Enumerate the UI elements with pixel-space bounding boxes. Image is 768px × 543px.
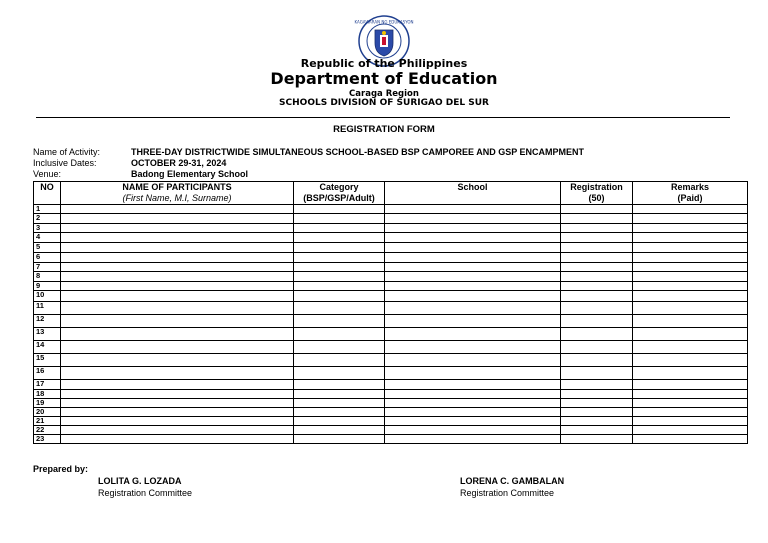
blank-cell	[633, 233, 748, 243]
blank-cell	[385, 253, 561, 263]
blank-cell	[61, 426, 294, 435]
blank-cell	[633, 315, 748, 328]
blank-cell	[294, 341, 385, 354]
blank-cell	[633, 282, 748, 291]
blank-cell	[633, 214, 748, 224]
blank-cell	[385, 205, 561, 214]
column-header-category: Category (BSP/GSP/Adult)	[294, 182, 385, 205]
blank-cell	[294, 243, 385, 253]
blank-cell	[633, 417, 748, 426]
blank-cell	[294, 354, 385, 367]
blank-cell	[561, 341, 633, 354]
blank-cell	[561, 435, 633, 444]
blank-cell	[385, 390, 561, 399]
blank-cell	[61, 302, 294, 315]
blank-cell	[385, 408, 561, 417]
blank-cell	[294, 367, 385, 380]
blank-cell	[385, 341, 561, 354]
blank-cell	[61, 315, 294, 328]
division-heading: SCHOOLS DIVISION OF SURIGAO DEL SUR	[279, 98, 489, 108]
signatory-1-name: LOLITA G. LOZADA	[98, 476, 182, 486]
header-divider	[36, 117, 730, 118]
blank-cell	[561, 263, 633, 272]
registration-table	[33, 181, 748, 444]
blank-cell	[633, 263, 748, 272]
blank-cell	[561, 380, 633, 390]
blank-cell	[561, 243, 633, 253]
blank-cell	[633, 380, 748, 390]
row-number-cell: 11	[34, 302, 61, 315]
row-number-cell: 8	[34, 272, 61, 282]
blank-cell	[294, 426, 385, 435]
row-number-cell: 20	[34, 408, 61, 417]
blank-cell	[561, 367, 633, 380]
blank-cell	[61, 328, 294, 341]
column-header-remarks: Remarks (Paid)	[633, 182, 748, 205]
blank-cell	[61, 224, 294, 233]
table-row	[34, 214, 748, 224]
table-row	[34, 263, 748, 272]
blank-cell	[385, 272, 561, 282]
row-number-cell: 13	[34, 328, 61, 341]
table-row	[34, 399, 748, 408]
blank-cell	[294, 253, 385, 263]
blank-cell	[61, 354, 294, 367]
blank-cell	[61, 243, 294, 253]
department-heading: Department of Education	[270, 69, 498, 88]
blank-cell	[633, 341, 748, 354]
blank-cell	[385, 214, 561, 224]
row-number-cell: 21	[34, 417, 61, 426]
blank-cell	[61, 253, 294, 263]
blank-cell	[385, 435, 561, 444]
row-number-cell: 10	[34, 291, 61, 302]
blank-cell	[385, 354, 561, 367]
blank-cell	[294, 263, 385, 272]
blank-cell	[633, 408, 748, 417]
column-header-registration: Registration (50)	[561, 182, 633, 205]
region-heading: Caraga Region	[349, 89, 419, 99]
activity-value: THREE-DAY DISTRICTWIDE SIMULTANEOUS SCHOOL-BASED BSP CAMPOREE AND GSP ENCAMPMENT	[131, 147, 585, 157]
column-header-school: School	[385, 182, 561, 205]
table-row	[34, 291, 748, 302]
table-row	[34, 282, 748, 291]
blank-cell	[61, 205, 294, 214]
table-row	[34, 380, 748, 390]
dates-label: Inclusive Dates:	[33, 158, 97, 168]
blank-cell	[294, 272, 385, 282]
blank-cell	[385, 399, 561, 408]
blank-cell	[561, 328, 633, 341]
table-row	[34, 354, 748, 367]
blank-cell	[561, 408, 633, 417]
row-number-cell: 1	[34, 205, 61, 214]
blank-cell	[561, 291, 633, 302]
row-number-cell: 17	[34, 380, 61, 390]
signatory-2-name: LORENA C. GAMBALAN	[460, 476, 565, 486]
blank-cell	[385, 243, 561, 253]
blank-cell	[294, 408, 385, 417]
table-row	[34, 341, 748, 354]
blank-cell	[385, 302, 561, 315]
blank-cell	[633, 367, 748, 380]
blank-cell	[61, 367, 294, 380]
blank-cell	[561, 399, 633, 408]
blank-cell	[633, 302, 748, 315]
blank-cell	[294, 435, 385, 444]
blank-cell	[385, 224, 561, 233]
table-header-row	[34, 182, 748, 205]
blank-cell	[294, 233, 385, 243]
table-row	[34, 390, 748, 399]
table-row	[34, 435, 748, 444]
table-row	[34, 253, 748, 263]
blank-cell	[633, 205, 748, 214]
blank-cell	[561, 282, 633, 291]
blank-cell	[294, 417, 385, 426]
blank-cell	[633, 426, 748, 435]
blank-cell	[633, 272, 748, 282]
table-row	[34, 417, 748, 426]
table-row	[34, 233, 748, 243]
table-row	[34, 367, 748, 380]
blank-cell	[561, 302, 633, 315]
column-header-name: NAME OF PARTICIPANTS (First Name, M.I, Surname)	[61, 182, 294, 205]
row-number-cell: 23	[34, 435, 61, 444]
blank-cell	[385, 417, 561, 426]
blank-cell	[294, 282, 385, 291]
blank-cell	[633, 291, 748, 302]
blank-cell	[294, 328, 385, 341]
blank-cell	[561, 205, 633, 214]
table-row	[34, 272, 748, 282]
row-number-cell: 15	[34, 354, 61, 367]
blank-cell	[633, 399, 748, 408]
row-number-cell: 18	[34, 390, 61, 399]
row-number-cell: 19	[34, 399, 61, 408]
blank-cell	[633, 253, 748, 263]
table-row	[34, 328, 748, 341]
blank-cell	[61, 272, 294, 282]
venue-label: Venue:	[33, 169, 62, 179]
row-number-cell: 7	[34, 263, 61, 272]
prepared-by-label: Prepared by:	[33, 464, 89, 474]
row-number-cell: 2	[34, 214, 61, 224]
blank-cell	[561, 253, 633, 263]
blank-cell	[294, 291, 385, 302]
blank-cell	[633, 243, 748, 253]
blank-cell	[61, 291, 294, 302]
blank-cell	[294, 380, 385, 390]
blank-cell	[561, 426, 633, 435]
blank-cell	[61, 214, 294, 224]
row-number-cell: 3	[34, 224, 61, 233]
row-number-cell: 12	[34, 315, 61, 328]
table-row	[34, 315, 748, 328]
blank-cell	[385, 282, 561, 291]
blank-cell	[61, 417, 294, 426]
signatory-1-role: Registration Committee	[98, 488, 193, 498]
blank-cell	[294, 399, 385, 408]
blank-cell	[561, 224, 633, 233]
blank-cell	[633, 390, 748, 399]
dates-value: OCTOBER 29-31, 2024	[131, 158, 227, 168]
venue-value: Badong Elementary School	[131, 169, 249, 179]
blank-cell	[294, 302, 385, 315]
blank-cell	[385, 367, 561, 380]
table-row	[34, 224, 748, 233]
blank-cell	[633, 224, 748, 233]
table-row	[34, 243, 748, 253]
blank-cell	[61, 282, 294, 291]
seal-text: KAGAWARAN NG EDUKASYON	[354, 19, 414, 25]
blank-cell	[61, 408, 294, 417]
blank-cell	[294, 390, 385, 399]
blank-cell	[61, 435, 294, 444]
republic-heading: Republic of the Philippines	[300, 57, 468, 70]
blank-cell	[561, 417, 633, 426]
table-row	[34, 205, 748, 214]
blank-cell	[561, 390, 633, 399]
blank-cell	[294, 205, 385, 214]
row-number-cell: 14	[34, 341, 61, 354]
table-row	[34, 408, 748, 417]
blank-cell	[385, 328, 561, 341]
row-number-cell: 5	[34, 243, 61, 253]
blank-cell	[561, 233, 633, 243]
blank-cell	[385, 315, 561, 328]
blank-cell	[561, 214, 633, 224]
row-number-cell: 9	[34, 282, 61, 291]
blank-cell	[561, 315, 633, 328]
blank-cell	[561, 272, 633, 282]
blank-cell	[61, 341, 294, 354]
blank-cell	[61, 380, 294, 390]
blank-cell	[633, 354, 748, 367]
table-row	[34, 302, 748, 315]
blank-cell	[633, 328, 748, 341]
column-header-no: NO	[34, 182, 61, 205]
signatory-2-role: Registration Committee	[460, 488, 555, 498]
blank-cell	[561, 354, 633, 367]
row-number-cell: 16	[34, 367, 61, 380]
row-number-cell: 4	[34, 233, 61, 243]
blank-cell	[385, 291, 561, 302]
blank-cell	[61, 390, 294, 399]
row-number-cell: 6	[34, 253, 61, 263]
form-title: REGISTRATION FORM	[333, 124, 435, 135]
blank-cell	[61, 263, 294, 272]
blank-cell	[385, 380, 561, 390]
activity-label: Name of Activity:	[33, 147, 101, 157]
row-number-cell: 22	[34, 426, 61, 435]
blank-cell	[385, 263, 561, 272]
blank-cell	[61, 233, 294, 243]
blank-cell	[385, 233, 561, 243]
blank-cell	[294, 224, 385, 233]
blank-cell	[633, 435, 748, 444]
blank-cell	[294, 214, 385, 224]
blank-cell	[294, 315, 385, 328]
blank-cell	[61, 399, 294, 408]
blank-cell	[385, 426, 561, 435]
table-row	[34, 426, 748, 435]
